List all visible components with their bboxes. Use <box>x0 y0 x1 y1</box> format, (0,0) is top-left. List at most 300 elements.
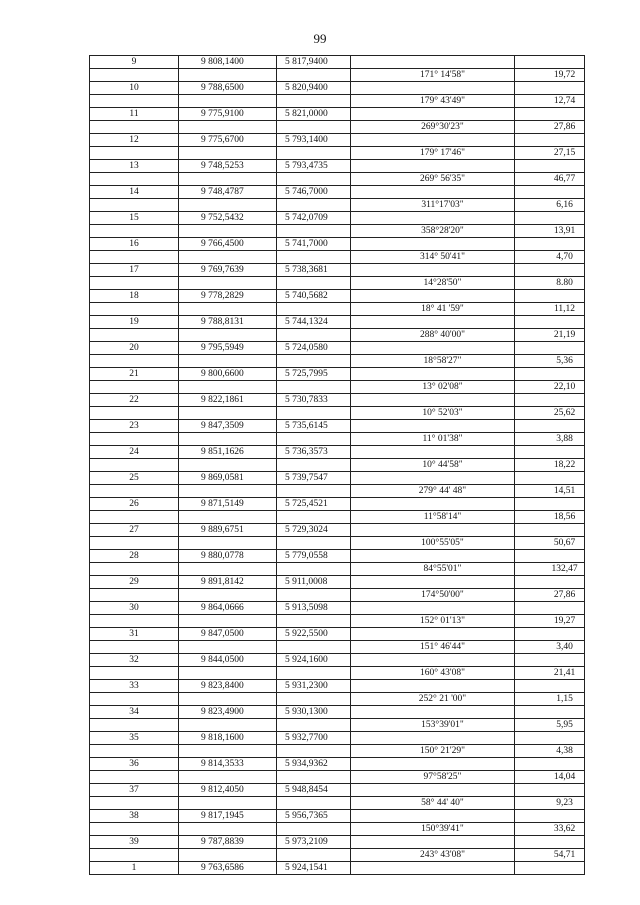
y-coordinate: 5 911,0008 <box>277 576 351 589</box>
empty-cell <box>515 472 585 485</box>
empty-cell <box>277 355 351 368</box>
point-row <box>90 238 585 251</box>
segment-length: 25,62 <box>515 407 585 420</box>
y-coordinate: 5 820,9400 <box>277 82 351 95</box>
y-coordinate: 5 973,2109 <box>277 836 351 849</box>
empty-cell <box>179 823 277 836</box>
point-row <box>90 680 585 693</box>
direction-angle: 152° 01'13" <box>351 615 515 628</box>
empty-cell <box>90 511 179 524</box>
empty-cell <box>277 303 351 316</box>
direction-angle: 100°55'05" <box>351 537 515 550</box>
point-number: 25 <box>90 472 179 485</box>
y-coordinate: 5 913,5098 <box>277 602 351 615</box>
point-row <box>90 472 585 485</box>
point-number: 32 <box>90 654 179 667</box>
x-coordinate: 9 769,7639 <box>179 264 277 277</box>
x-coordinate: 9 775,9100 <box>179 108 277 121</box>
empty-cell <box>90 199 179 212</box>
empty-cell <box>515 524 585 537</box>
point-number: 27 <box>90 524 179 537</box>
empty-cell <box>179 147 277 160</box>
empty-cell <box>277 771 351 784</box>
empty-cell <box>351 654 515 667</box>
empty-cell <box>351 836 515 849</box>
empty-cell <box>351 680 515 693</box>
x-coordinate: 9 869,0581 <box>179 472 277 485</box>
direction-angle: 150° 21'29" <box>351 745 515 758</box>
direction-angle: 10° 52'03" <box>351 407 515 420</box>
empty-cell <box>515 862 585 875</box>
segment-row <box>90 121 585 134</box>
coordinates-table-body <box>90 56 585 875</box>
empty-cell <box>179 173 277 186</box>
point-number: 37 <box>90 784 179 797</box>
x-coordinate: 9 889,6751 <box>179 524 277 537</box>
segment-row <box>90 329 585 342</box>
empty-cell <box>351 264 515 277</box>
x-coordinate: 9 748,4787 <box>179 186 277 199</box>
empty-cell <box>277 615 351 628</box>
empty-cell <box>351 134 515 147</box>
y-coordinate: 5 742,0709 <box>277 212 351 225</box>
empty-cell <box>277 797 351 810</box>
empty-cell <box>515 290 585 303</box>
direction-angle: 279° 44' 48" <box>351 485 515 498</box>
direction-angle: 171° 14'58" <box>351 69 515 82</box>
x-coordinate: 9 795,5949 <box>179 342 277 355</box>
point-number: 18 <box>90 290 179 303</box>
x-coordinate: 9 778,2829 <box>179 290 277 303</box>
empty-cell <box>351 524 515 537</box>
point-row <box>90 394 585 407</box>
segment-row <box>90 745 585 758</box>
point-number: 26 <box>90 498 179 511</box>
y-coordinate: 5 922,5500 <box>277 628 351 641</box>
empty-cell <box>351 446 515 459</box>
empty-cell <box>277 719 351 732</box>
segment-row <box>90 277 585 290</box>
empty-cell <box>277 95 351 108</box>
point-row <box>90 602 585 615</box>
direction-angle: 11° 01'38" <box>351 433 515 446</box>
point-number: 24 <box>90 446 179 459</box>
y-coordinate: 5 725,7995 <box>277 368 351 381</box>
point-row <box>90 186 585 199</box>
segment-length: 27,86 <box>515 589 585 602</box>
segment-row <box>90 251 585 264</box>
empty-cell <box>351 472 515 485</box>
empty-cell <box>90 563 179 576</box>
point-row <box>90 290 585 303</box>
y-coordinate: 5 746,7000 <box>277 186 351 199</box>
empty-cell <box>277 329 351 342</box>
empty-cell <box>351 394 515 407</box>
empty-cell <box>179 563 277 576</box>
segment-length: 18,56 <box>515 511 585 524</box>
point-row <box>90 56 585 69</box>
empty-cell <box>179 251 277 264</box>
empty-cell <box>351 810 515 823</box>
x-coordinate: 9 817,1945 <box>179 810 277 823</box>
empty-cell <box>90 641 179 654</box>
empty-cell <box>179 615 277 628</box>
segment-length: 14,04 <box>515 771 585 784</box>
empty-cell <box>515 108 585 121</box>
empty-cell <box>351 160 515 173</box>
x-coordinate: 9 800,6600 <box>179 368 277 381</box>
empty-cell <box>179 199 277 212</box>
empty-cell <box>515 134 585 147</box>
empty-cell <box>179 745 277 758</box>
direction-angle: 150°39'41" <box>351 823 515 836</box>
segment-length: 27,15 <box>515 147 585 160</box>
empty-cell <box>277 277 351 290</box>
empty-cell <box>277 407 351 420</box>
empty-cell <box>515 56 585 69</box>
empty-cell <box>179 433 277 446</box>
direction-angle: 252° 21 '00" <box>351 693 515 706</box>
empty-cell <box>277 849 351 862</box>
direction-angle: 179° 43'49" <box>351 95 515 108</box>
empty-cell <box>90 329 179 342</box>
segment-row <box>90 797 585 810</box>
y-coordinate: 5 956,7365 <box>277 810 351 823</box>
empty-cell <box>351 212 515 225</box>
empty-cell <box>515 342 585 355</box>
segment-row <box>90 719 585 732</box>
empty-cell <box>515 394 585 407</box>
x-coordinate: 9 787,8839 <box>179 836 277 849</box>
segment-row <box>90 199 585 212</box>
point-number: 36 <box>90 758 179 771</box>
direction-angle: 358°28'20" <box>351 225 515 238</box>
empty-cell <box>90 173 179 186</box>
empty-cell <box>90 355 179 368</box>
point-row <box>90 654 585 667</box>
x-coordinate: 9 847,0500 <box>179 628 277 641</box>
empty-cell <box>90 95 179 108</box>
segment-row <box>90 147 585 160</box>
segment-row <box>90 693 585 706</box>
empty-cell <box>515 836 585 849</box>
empty-cell <box>277 693 351 706</box>
point-number: 10 <box>90 82 179 95</box>
direction-angle: 160° 43'08" <box>351 667 515 680</box>
point-number: 12 <box>90 134 179 147</box>
segment-length: 9,23 <box>515 797 585 810</box>
empty-cell <box>179 225 277 238</box>
segment-length: 22,10 <box>515 381 585 394</box>
empty-cell <box>277 173 351 186</box>
point-row <box>90 212 585 225</box>
point-number: 17 <box>90 264 179 277</box>
y-coordinate: 5 821,0000 <box>277 108 351 121</box>
y-coordinate: 5 740,5682 <box>277 290 351 303</box>
empty-cell <box>515 368 585 381</box>
point-row <box>90 758 585 771</box>
direction-angle: 311°17'03" <box>351 199 515 212</box>
x-coordinate: 9 880,0778 <box>179 550 277 563</box>
empty-cell <box>179 329 277 342</box>
segment-row <box>90 459 585 472</box>
segment-length: 4,70 <box>515 251 585 264</box>
segment-row <box>90 303 585 316</box>
empty-cell <box>351 108 515 121</box>
y-coordinate: 5 779,0558 <box>277 550 351 563</box>
empty-cell <box>515 706 585 719</box>
empty-cell <box>277 563 351 576</box>
segment-row <box>90 823 585 836</box>
empty-cell <box>277 433 351 446</box>
segment-length: 6,16 <box>515 199 585 212</box>
y-coordinate: 5 793,4735 <box>277 160 351 173</box>
segment-row <box>90 485 585 498</box>
point-number: 29 <box>90 576 179 589</box>
empty-cell <box>90 303 179 316</box>
empty-cell <box>515 732 585 745</box>
empty-cell <box>515 316 585 329</box>
segment-row <box>90 537 585 550</box>
segment-row <box>90 771 585 784</box>
direction-angle: 13° 02'08" <box>351 381 515 394</box>
empty-cell <box>90 693 179 706</box>
x-coordinate: 9 763,6586 <box>179 862 277 875</box>
y-coordinate: 5 930,1300 <box>277 706 351 719</box>
empty-cell <box>515 446 585 459</box>
point-number: 20 <box>90 342 179 355</box>
empty-cell <box>515 212 585 225</box>
y-coordinate: 5 932,7700 <box>277 732 351 745</box>
empty-cell <box>179 693 277 706</box>
point-number: 16 <box>90 238 179 251</box>
empty-cell <box>351 550 515 563</box>
empty-cell <box>90 277 179 290</box>
empty-cell <box>90 667 179 680</box>
segment-length: 3,40 <box>515 641 585 654</box>
point-row <box>90 446 585 459</box>
x-coordinate: 9 788,8131 <box>179 316 277 329</box>
x-coordinate: 9 864,0666 <box>179 602 277 615</box>
segment-length: 46,77 <box>515 173 585 186</box>
empty-cell <box>90 589 179 602</box>
direction-angle: 84°55'01" <box>351 563 515 576</box>
y-coordinate: 5 948,8454 <box>277 784 351 797</box>
empty-cell <box>179 537 277 550</box>
direction-angle: 11°58'14" <box>351 511 515 524</box>
page-number: 99 <box>313 31 327 46</box>
segment-length: 33,62 <box>515 823 585 836</box>
point-number: 14 <box>90 186 179 199</box>
segment-length: 3,88 <box>515 433 585 446</box>
empty-cell <box>515 576 585 589</box>
x-coordinate: 9 844,0500 <box>179 654 277 667</box>
point-row <box>90 342 585 355</box>
y-coordinate: 5 736,3573 <box>277 446 351 459</box>
empty-cell <box>179 407 277 420</box>
empty-cell <box>90 537 179 550</box>
empty-cell <box>351 758 515 771</box>
point-row <box>90 160 585 173</box>
empty-cell <box>277 147 351 160</box>
empty-cell <box>277 641 351 654</box>
segment-row <box>90 95 585 108</box>
empty-cell <box>90 615 179 628</box>
empty-cell <box>179 797 277 810</box>
empty-cell <box>351 290 515 303</box>
empty-cell <box>277 537 351 550</box>
segment-row <box>90 511 585 524</box>
empty-cell <box>90 69 179 82</box>
empty-cell <box>179 355 277 368</box>
empty-cell <box>351 342 515 355</box>
empty-cell <box>351 862 515 875</box>
point-number: 34 <box>90 706 179 719</box>
y-coordinate: 5 934,9362 <box>277 758 351 771</box>
segment-length: 54,71 <box>515 849 585 862</box>
point-number: 23 <box>90 420 179 433</box>
segment-length: 19,27 <box>515 615 585 628</box>
direction-angle: 269° 56'35" <box>351 173 515 186</box>
point-row <box>90 706 585 719</box>
segment-row <box>90 355 585 368</box>
direction-angle: 314° 50'41" <box>351 251 515 264</box>
y-coordinate: 5 729,3024 <box>277 524 351 537</box>
empty-cell <box>351 498 515 511</box>
direction-angle: 58° 44' 40" <box>351 797 515 810</box>
y-coordinate: 5 817,9400 <box>277 56 351 69</box>
y-coordinate: 5 793,1400 <box>277 134 351 147</box>
empty-cell <box>90 433 179 446</box>
empty-cell <box>90 771 179 784</box>
direction-angle: 153°39'01" <box>351 719 515 732</box>
empty-cell <box>351 576 515 589</box>
y-coordinate: 5 741,7000 <box>277 238 351 251</box>
point-number: 31 <box>90 628 179 641</box>
empty-cell <box>515 238 585 251</box>
y-coordinate: 5 735,6145 <box>277 420 351 433</box>
segment-row <box>90 641 585 654</box>
y-coordinate: 5 725,4521 <box>277 498 351 511</box>
empty-cell <box>90 459 179 472</box>
empty-cell <box>179 69 277 82</box>
empty-cell <box>351 56 515 69</box>
empty-cell <box>179 485 277 498</box>
empty-cell <box>351 784 515 797</box>
point-row <box>90 628 585 641</box>
empty-cell <box>277 485 351 498</box>
y-coordinate: 5 744,1324 <box>277 316 351 329</box>
segment-row <box>90 407 585 420</box>
point-number: 19 <box>90 316 179 329</box>
empty-cell <box>179 589 277 602</box>
empty-cell <box>515 602 585 615</box>
empty-cell <box>277 667 351 680</box>
empty-cell <box>515 680 585 693</box>
segment-length: 4,38 <box>515 745 585 758</box>
empty-cell <box>90 147 179 160</box>
empty-cell <box>90 485 179 498</box>
empty-cell <box>90 745 179 758</box>
x-coordinate: 9 851,1626 <box>179 446 277 459</box>
x-coordinate: 9 871,5149 <box>179 498 277 511</box>
empty-cell <box>351 238 515 251</box>
segment-row <box>90 667 585 680</box>
segment-length: 11,12 <box>515 303 585 316</box>
x-coordinate: 9 822,1861 <box>179 394 277 407</box>
direction-angle: 269°30'23" <box>351 121 515 134</box>
y-coordinate: 5 739,7547 <box>277 472 351 485</box>
segment-length: 50,67 <box>515 537 585 550</box>
empty-cell <box>90 251 179 264</box>
empty-cell <box>351 602 515 615</box>
direction-angle: 18° 41 '59" <box>351 303 515 316</box>
empty-cell <box>515 810 585 823</box>
point-number: 39 <box>90 836 179 849</box>
direction-angle: 18°58'27" <box>351 355 515 368</box>
empty-cell <box>179 121 277 134</box>
direction-angle: 243° 43'08" <box>351 849 515 862</box>
segment-length: 21,41 <box>515 667 585 680</box>
segment-row <box>90 615 585 628</box>
x-coordinate: 9 752,5432 <box>179 212 277 225</box>
empty-cell <box>277 511 351 524</box>
segment-length: 12,74 <box>515 95 585 108</box>
point-row <box>90 810 585 823</box>
empty-cell <box>179 277 277 290</box>
segment-length: 1,15 <box>515 693 585 706</box>
segment-length: 18,22 <box>515 459 585 472</box>
point-number: 1 <box>90 862 179 875</box>
empty-cell <box>179 719 277 732</box>
x-coordinate: 9 823,8400 <box>179 680 277 693</box>
x-coordinate: 9 808,1400 <box>179 56 277 69</box>
empty-cell <box>515 420 585 433</box>
y-coordinate: 5 931,2300 <box>277 680 351 693</box>
point-row <box>90 368 585 381</box>
point-row <box>90 316 585 329</box>
empty-cell <box>90 121 179 134</box>
point-row <box>90 784 585 797</box>
segment-length: 14,51 <box>515 485 585 498</box>
point-number: 21 <box>90 368 179 381</box>
x-coordinate: 9 891,8142 <box>179 576 277 589</box>
direction-angle: 174°50'00" <box>351 589 515 602</box>
direction-angle: 288° 40'00" <box>351 329 515 342</box>
empty-cell <box>351 368 515 381</box>
empty-cell <box>277 823 351 836</box>
x-coordinate: 9 823,4900 <box>179 706 277 719</box>
empty-cell <box>277 199 351 212</box>
empty-cell <box>351 316 515 329</box>
point-row <box>90 862 585 875</box>
empty-cell <box>277 251 351 264</box>
x-coordinate: 9 775,6700 <box>179 134 277 147</box>
point-row <box>90 420 585 433</box>
empty-cell <box>515 628 585 641</box>
empty-cell <box>179 849 277 862</box>
empty-cell <box>277 459 351 472</box>
empty-cell <box>179 95 277 108</box>
empty-cell <box>515 82 585 95</box>
point-number: 22 <box>90 394 179 407</box>
y-coordinate: 5 730,7833 <box>277 394 351 407</box>
segment-row <box>90 849 585 862</box>
empty-cell <box>351 706 515 719</box>
empty-cell <box>515 498 585 511</box>
x-coordinate: 9 812,4050 <box>179 784 277 797</box>
empty-cell <box>277 121 351 134</box>
